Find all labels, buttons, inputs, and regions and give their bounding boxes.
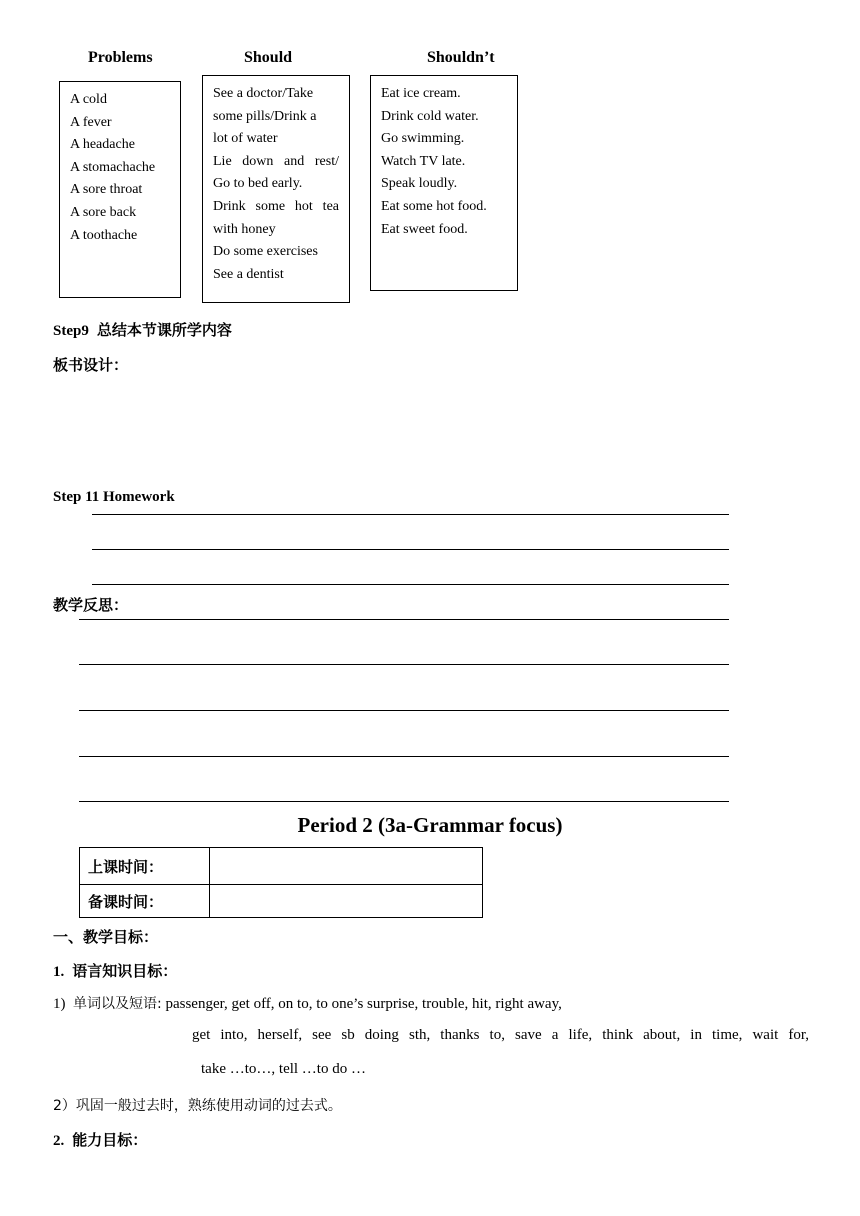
language-objectives-number: 1. — [53, 964, 65, 980]
should-item: with honey — [213, 221, 276, 237]
reflection-line — [79, 756, 729, 757]
should-item: Go to bed early. — [213, 176, 303, 192]
vocab-item-number: 1) — [53, 996, 66, 1012]
problems-box — [59, 81, 181, 298]
problem-item: A headache — [70, 137, 135, 153]
problem-item: A sore throat — [70, 182, 143, 198]
ability-objectives-text: 能力目标： — [72, 1131, 148, 1149]
prep-time-value — [210, 885, 483, 918]
language-objectives-heading — [53, 960, 177, 981]
vocab-item — [53, 993, 562, 1013]
homework-line — [92, 514, 729, 515]
past-tense-item: 2）巩固一般过去时，熟练使用动词的过去式。 — [53, 1098, 342, 1114]
shouldnt-item: Eat sweet food. — [381, 221, 468, 237]
problem-item: A cold — [70, 92, 107, 107]
time-table — [79, 847, 483, 918]
ability-objectives-heading — [53, 1129, 147, 1150]
problem-item: A stomachache — [70, 159, 156, 175]
reflection-line — [79, 710, 729, 711]
should-item: Do some exercises — [213, 244, 318, 260]
homework-line — [92, 584, 729, 585]
prep-time-label: 备课时间： — [80, 885, 210, 918]
problem-item: A toothache — [70, 227, 138, 243]
vocab-item-label: 单词以及短语: — [73, 996, 162, 1012]
shouldnt-item: Speak loudly. — [381, 176, 458, 192]
reflection-line — [79, 664, 729, 665]
reflection-line — [79, 801, 729, 802]
should-box — [202, 75, 350, 303]
class-time-value — [210, 848, 483, 885]
vocab-line-3: take …to…, tell …to do … — [201, 1061, 366, 1077]
vocab-line-2: get into, herself, see sb doing sth, thanks to, save a life, think about, in time, wait for, — [192, 1027, 809, 1043]
shouldnt-item: Eat some hot food. — [381, 198, 487, 214]
shouldnt-item: Eat ice cream. — [381, 86, 461, 101]
objectives-heading: 一、教学目标： — [53, 928, 159, 946]
vocab-line-1: passenger, get off, on to, to one’s surprise, trouble, hit, right away, — [165, 996, 562, 1012]
problem-item: A sore back — [70, 204, 137, 220]
shouldnt-header: Shouldn’t — [427, 49, 495, 66]
ability-objectives-number: 2. — [53, 1133, 65, 1149]
should-item: See a doctor/Take — [213, 86, 314, 101]
shouldnt-item: Drink cold water. — [381, 108, 479, 124]
period-title: Period 2 (3a-Grammar focus) — [297, 813, 563, 837]
problem-item: A fever — [70, 114, 112, 130]
homework-heading: Step 11 Homework — [53, 489, 175, 505]
homework-line — [92, 549, 729, 550]
should-item: lot of water — [213, 131, 278, 147]
should-item: Drink some hot tea — [213, 198, 339, 214]
step9-label: Step9 — [53, 323, 89, 339]
class-time-label: 上课时间： — [80, 848, 210, 885]
step9-text: 总结本节课所学内容 — [96, 321, 232, 339]
should-header: Should — [244, 49, 293, 66]
shouldnt-item: Watch TV late. — [381, 153, 466, 169]
shouldnt-item: Go swimming. — [381, 131, 465, 147]
problems-header: Problems — [88, 49, 153, 66]
should-item: some pills/Drink a — [213, 108, 317, 124]
reflection-label: 教学反思： — [53, 596, 129, 614]
should-item: Lie down and rest/ — [213, 153, 339, 169]
should-item: See a dentist — [213, 266, 284, 282]
step9-heading — [53, 319, 232, 340]
reflection-line — [79, 619, 729, 620]
board-design-label: 板书设计： — [53, 356, 129, 374]
language-objectives-text: 语言知识目标： — [72, 962, 178, 980]
shouldnt-box — [370, 75, 518, 291]
